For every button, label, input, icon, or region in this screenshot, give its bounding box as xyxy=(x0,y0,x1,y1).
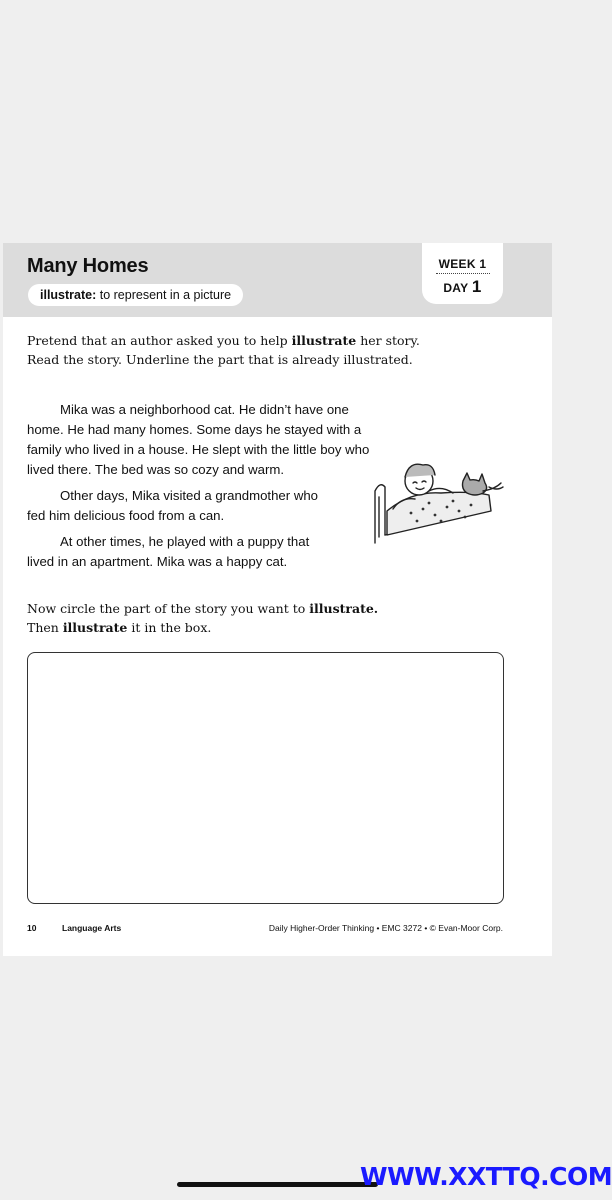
watermark: WWW.XXTTQ.COM xyxy=(360,1162,612,1191)
day-number: 1 xyxy=(471,277,482,296)
drawing-box[interactable] xyxy=(27,652,504,904)
page-number: 10 xyxy=(27,923,37,933)
worksheet-page xyxy=(3,243,552,956)
tab-divider xyxy=(436,273,490,274)
story-paragraph-1: Mika was a neighborhood cat. He didn’t have one home. He had many homes. Some days he stayed with a family who lived in a house. He slept with the little boy who lived there. The bed was so cozy and warm. xyxy=(27,402,370,477)
instructions-line-2: Read the story. Underline the part that is already illustrated. xyxy=(27,352,413,367)
vocab-pill xyxy=(28,284,243,306)
vocab-definition: to represent in a picture xyxy=(96,288,232,302)
day-label xyxy=(422,277,503,297)
story-paragraph-2: Other days, Mika visited a grandmother who fed him delicious food from a can. xyxy=(27,488,319,523)
week-label: WEEK 1 xyxy=(438,257,487,271)
story-paragraph-3: At other times, he played with a puppy that lived in an apartment. Mika was a happy cat. xyxy=(27,534,310,569)
instructions-line-3: Now circle the part of the story you want to illustrate. xyxy=(27,601,379,616)
instructions-top xyxy=(27,331,420,369)
page-title: Many Homes xyxy=(27,255,149,277)
story-text xyxy=(27,400,377,578)
home-indicator[interactable] xyxy=(177,1182,378,1187)
subject-label: Language Arts xyxy=(62,923,122,933)
publisher-credit: Daily Higher-Order Thinking • EMC 3272 • © Evan-Moor Corp. xyxy=(268,923,503,933)
week-day-tab xyxy=(422,243,503,304)
instructions-line-1: Pretend that an author asked you to help illustrate her story. xyxy=(27,333,420,348)
header-band xyxy=(3,243,552,317)
boy-and-cat-in-bed-illustration xyxy=(371,451,511,549)
day-text: DAY xyxy=(443,281,469,295)
vocab-word: illustrate: xyxy=(40,288,97,302)
instructions-line-4: Then illustrate it in the box. xyxy=(27,620,212,635)
instructions-bottom xyxy=(27,599,378,637)
